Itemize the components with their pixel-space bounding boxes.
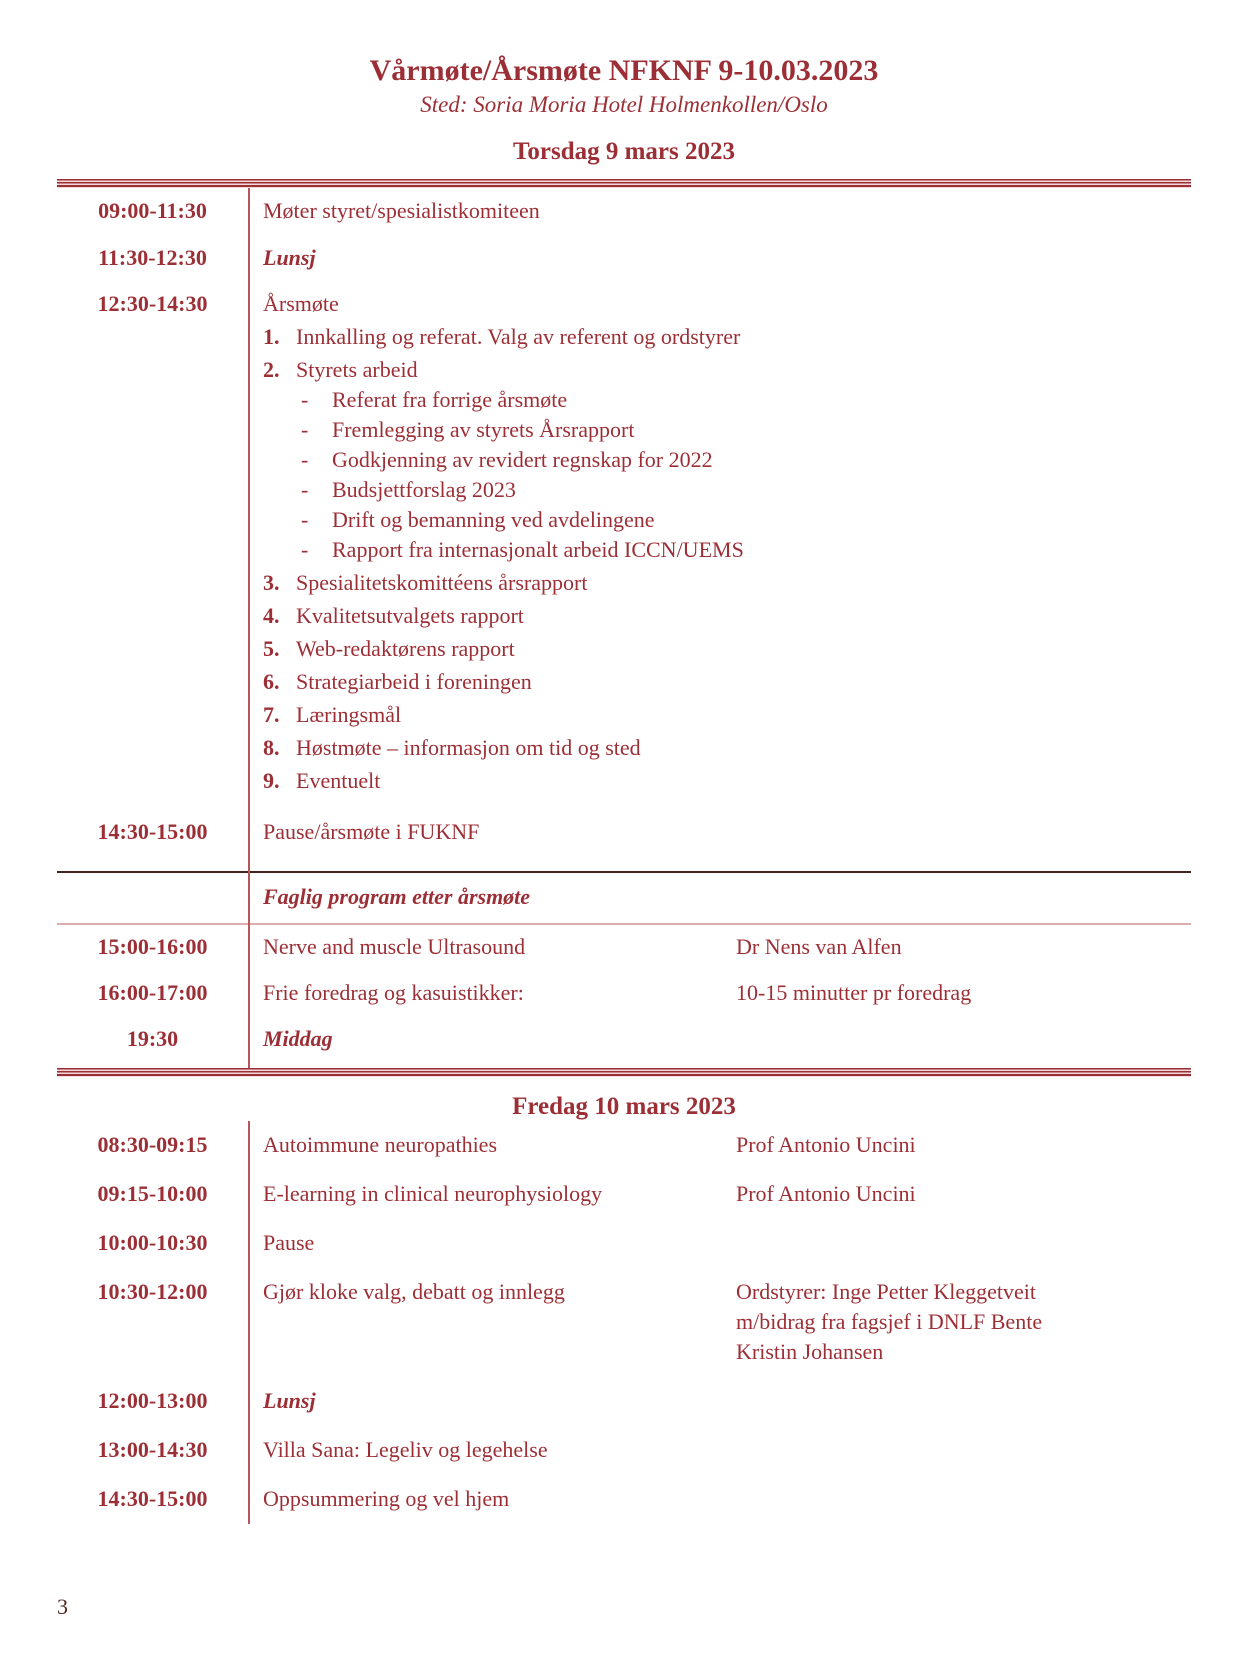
activity-label: Autoimmune neuropathies (263, 1132, 498, 1157)
activity-label: Møter styret/spesialistkomiteen (263, 198, 540, 223)
item-number: 6. (263, 669, 280, 694)
activity-label: Villa Sana: Legeliv og legehelse (263, 1437, 548, 1462)
activity-cell (248, 1277, 1191, 1367)
dash-bullet: - (301, 477, 309, 502)
item-text: Høstmøte – informasjon om tid og sted (296, 735, 641, 760)
agenda-row (57, 1121, 1191, 1170)
sub-item (301, 475, 1191, 505)
column-divider (248, 188, 250, 1068)
numbered-item (263, 765, 1191, 796)
document-header (0, 0, 1248, 118)
activity-label: Pause/årsmøte i FUKNF (263, 819, 480, 844)
dash-bullet: - (301, 417, 309, 442)
item-text: Spesialitetskomittéens årsrapport (296, 570, 588, 595)
numbered-item (263, 732, 1191, 763)
item-text: Kvalitetsutvalgets rapport (296, 603, 524, 628)
agenda-row (57, 1017, 1191, 1068)
sub-item-text: Fremlegging av styrets Årsrapport (332, 417, 635, 442)
sub-item-text: Godkjenning av revidert regnskap for 2022 (332, 447, 713, 472)
time-label: 15:00-16:00 (97, 934, 208, 959)
dash-bullet: - (301, 537, 309, 562)
item-number: 7. (263, 702, 280, 727)
time-label: 14:30-15:00 (97, 1486, 208, 1511)
speaker-label: Dr Nens van Alfen (736, 934, 902, 959)
item-text: Styrets arbeid (296, 357, 418, 382)
numbered-item (263, 321, 1191, 352)
agenda-row (57, 1426, 1191, 1475)
activity-label: E-learning in clinical neurophysiology (263, 1181, 603, 1206)
agenda-row (57, 1170, 1191, 1219)
activity-label: Oppsummering og vel hjem (263, 1486, 510, 1511)
agenda-numbered-list (263, 321, 1191, 796)
activity-label: Lunsj (263, 245, 316, 270)
numbered-item (263, 633, 1191, 664)
activity-label: Middag (263, 1026, 333, 1051)
activity-cell (248, 1130, 1191, 1160)
agenda-row (57, 971, 1191, 1017)
activity-cell (248, 1024, 1191, 1054)
activity-cell (248, 1179, 1191, 1209)
numbered-item (263, 354, 1191, 385)
item-number: 8. (263, 735, 280, 760)
table-top-border (57, 179, 1191, 188)
sub-item (301, 385, 1191, 415)
activity-cell (248, 882, 1191, 912)
page-number: 3 (57, 1594, 68, 1619)
dash-bullet: - (301, 507, 309, 532)
activity-cell (248, 1435, 1191, 1465)
time-label-empty (57, 882, 248, 912)
speaker-label: Prof Antonio Uncini (736, 1181, 916, 1206)
item-number: 3. (263, 570, 280, 595)
section-header-row (57, 873, 1191, 923)
day1-heading: Torsdag 9 mars 2023 (512, 138, 735, 165)
time-label: 11:30-12:30 (98, 245, 207, 270)
page-title: Vårmøte/Årsmøte NFKNF 9-10.03.2023 (369, 54, 879, 87)
agenda-row (57, 282, 1191, 810)
activity-cell (248, 289, 1191, 796)
time-label: 08:30-09:15 (97, 1132, 208, 1157)
time-label: 19:30 (126, 1026, 179, 1051)
item-text: Læringsmål (296, 702, 402, 727)
time-label: 10:00-10:30 (97, 1230, 208, 1255)
item-number: 5. (263, 636, 280, 661)
sub-item (301, 535, 1191, 565)
time-label: 14:30-15:00 (97, 819, 208, 844)
agenda-row (57, 235, 1191, 282)
agenda-row (57, 1219, 1191, 1268)
day2-rows (57, 1121, 1191, 1524)
column-divider (248, 1121, 250, 1524)
activity-cell (248, 1228, 1191, 1258)
sub-item (301, 505, 1191, 535)
agenda-row (57, 1377, 1191, 1426)
time-label: 09:15-10:00 (97, 1181, 208, 1206)
numbered-item (263, 699, 1191, 730)
numbered-item (263, 666, 1191, 697)
activity-cell (248, 932, 1191, 962)
day2-table (57, 1121, 1191, 1524)
time-label: 12:00-13:00 (97, 1388, 208, 1413)
activity-cell (248, 817, 1191, 847)
activity-cell (248, 243, 1191, 273)
sub-item-text: Budsjettforslag 2023 (332, 477, 516, 502)
time-label: 12:30-14:30 (97, 291, 208, 316)
item-number: 1. (263, 324, 280, 349)
day1-table (57, 179, 1191, 1077)
activity-cell (248, 196, 1191, 226)
speaker-label: Ordstyrer: Inge Petter Kleggetveit m/bidrag fra fagsjef i DNLF Bente Kristin Johansen (736, 1279, 1043, 1364)
agenda-row (57, 1268, 1191, 1377)
item-text: Web-redaktørens rapport (296, 636, 515, 661)
sub-item (301, 415, 1191, 445)
activity-cell (248, 1386, 1191, 1416)
item-number: 9. (263, 768, 280, 793)
table-bottom-border (57, 1068, 1191, 1077)
item-text: Strategiarbeid i foreningen (296, 669, 532, 694)
agenda-row (57, 1475, 1191, 1524)
time-label: 16:00-17:00 (97, 980, 208, 1005)
agenda-row (57, 810, 1191, 871)
activity-label: Gjør kloke valg, debatt og innlegg (263, 1279, 565, 1304)
activity-cell (248, 978, 1191, 1008)
time-label: 13:00-14:30 (97, 1437, 208, 1462)
dash-bullet: - (301, 387, 309, 412)
sub-item-text: Drift og bemanning ved avdelingene (332, 507, 655, 532)
speaker-label: Prof Antonio Uncini (736, 1132, 916, 1157)
activity-label: Lunsj (263, 1388, 316, 1413)
item-number: 4. (263, 603, 280, 628)
sub-item (301, 445, 1191, 475)
day2-heading: Fredag 10 mars 2023 (512, 1093, 736, 1120)
speaker-label: 10-15 minutter pr foredrag (736, 980, 972, 1005)
item-text: Eventuelt (296, 768, 381, 793)
activity-label: Årsmøte (263, 291, 339, 316)
page-subtitle: Sted: Soria Moria Hotel Holmenkollen/Oslo (420, 92, 828, 117)
section-header: Faglig program etter årsmøte (263, 884, 531, 909)
item-text: Innkalling og referat. Valg av referent og ordstyrer (296, 324, 741, 349)
activity-label: Frie foredrag og kasuistikker: (263, 980, 524, 1005)
activity-label: Pause (263, 1230, 315, 1255)
item-number: 2. (263, 357, 280, 382)
time-label: 10:30-12:00 (97, 1279, 208, 1304)
activity-cell (248, 1484, 1191, 1514)
dash-bullet: - (301, 447, 309, 472)
numbered-item (263, 567, 1191, 598)
day1-rows (57, 188, 1191, 1068)
agenda-row (57, 188, 1191, 235)
agenda-row (57, 925, 1191, 971)
sub-item-text: Rapport fra internasjonalt arbeid ICCN/UEMS (332, 537, 744, 562)
sub-item-text: Referat fra forrige årsmøte (332, 387, 568, 412)
activity-label: Nerve and muscle Ultrasound (263, 934, 526, 959)
time-label: 09:00-11:30 (98, 198, 207, 223)
numbered-item (263, 600, 1191, 631)
